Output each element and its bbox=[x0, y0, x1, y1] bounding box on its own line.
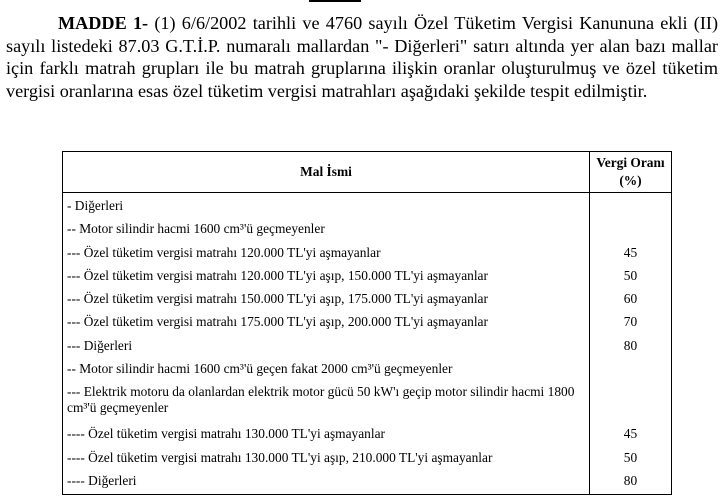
table-row-rate: 50 bbox=[623, 267, 638, 283]
article-text: (1) 6/6/2002 tarihli ve 4760 sayılı Özel Tüketim Vergisi Kanununa ekli (II) sayılı listedeki 87.03 G.T.İ.P. numaralı mallardan "- Diğerleri" satırı altında yer alan bazı mallar için farklı matrah grupları ile bu matrah gruplarına ilişkin oranlar oluşturulmuş ve özel tüketim vergisi oranlarına esas özel tüketim vergisi matrahları aşağıdaki şekilde tespit edilmiştir. bbox=[6, 13, 718, 101]
goods-name-column bbox=[63, 193, 590, 495]
table-row-name: --- Özel tüketim vergisi matrahı 120.000 TL'yi aşıp, 150.000 TL'yi aşmayanlar bbox=[67, 267, 488, 283]
table-row-name: - Diğerleri bbox=[67, 198, 124, 213]
table-row-name: -- Motor silindir hacmi 1600 cm³'ü geçen fakat 2000 cm³'ü geçmeyenler bbox=[67, 361, 453, 377]
table-row-rate: 45 bbox=[623, 244, 638, 260]
table-row-rate: 80 bbox=[623, 337, 638, 353]
table-row-name: --- Elektrik motoru da olanlardan elektrik motor gücü 50 kW'ı geçip motor silindir hacmi 1800 cm³'ü geçmeyenler bbox=[67, 384, 575, 416]
table-row-name: -- Motor silindir hacmi 1600 cm³'ü geçmeyenler bbox=[67, 221, 325, 237]
table-row-name: ---- Özel tüketim vergisi matrahı 130.000 TL'yi aşmayanlar bbox=[67, 426, 385, 442]
table-row-name: ---- Diğerleri bbox=[67, 472, 137, 488]
table-row-rate bbox=[590, 217, 671, 240]
table-row-rate bbox=[590, 380, 671, 422]
table-row-rate: 70 bbox=[623, 314, 638, 330]
header-tax-rate-line2: (%) bbox=[619, 173, 642, 188]
table-row-rate bbox=[590, 194, 671, 217]
header-tax-rate bbox=[589, 152, 671, 193]
header-goods-name: Mal İsmi bbox=[63, 152, 590, 193]
table-row-rate: 60 bbox=[623, 291, 638, 307]
table-row-rate: 45 bbox=[623, 426, 638, 442]
article-label: MADDE 1- bbox=[58, 13, 149, 33]
table-row-rate: 50 bbox=[623, 449, 638, 465]
table-row-name: --- Özel tüketim vergisi matrahı 150.000 TL'yi aşıp, 175.000 TL'yi aşmayanlar bbox=[67, 291, 488, 307]
table-row-rate: 80 bbox=[623, 472, 638, 488]
table-row-name: ---- Özel tüketim vergisi matrahı 130.000 TL'yi aşıp, 210.000 TL'yi aşmayanlar bbox=[67, 449, 493, 465]
tax-rate-table bbox=[62, 151, 672, 495]
article-paragraph bbox=[6, 12, 718, 102]
top-rule bbox=[309, 0, 361, 2]
table-row-rate bbox=[590, 357, 671, 380]
tax-rate-column bbox=[589, 193, 671, 495]
table-row-name: --- Diğerleri bbox=[67, 337, 133, 353]
header-tax-rate-line1: Vergi Oranı bbox=[596, 155, 665, 170]
table-row-name: --- Özel tüketim vergisi matrahı 120.000 TL'yi aşmayanlar bbox=[67, 244, 381, 260]
table-row-name: --- Özel tüketim vergisi matrahı 175.000 TL'yi aşıp, 200.000 TL'yi aşmayanlar bbox=[67, 314, 488, 330]
